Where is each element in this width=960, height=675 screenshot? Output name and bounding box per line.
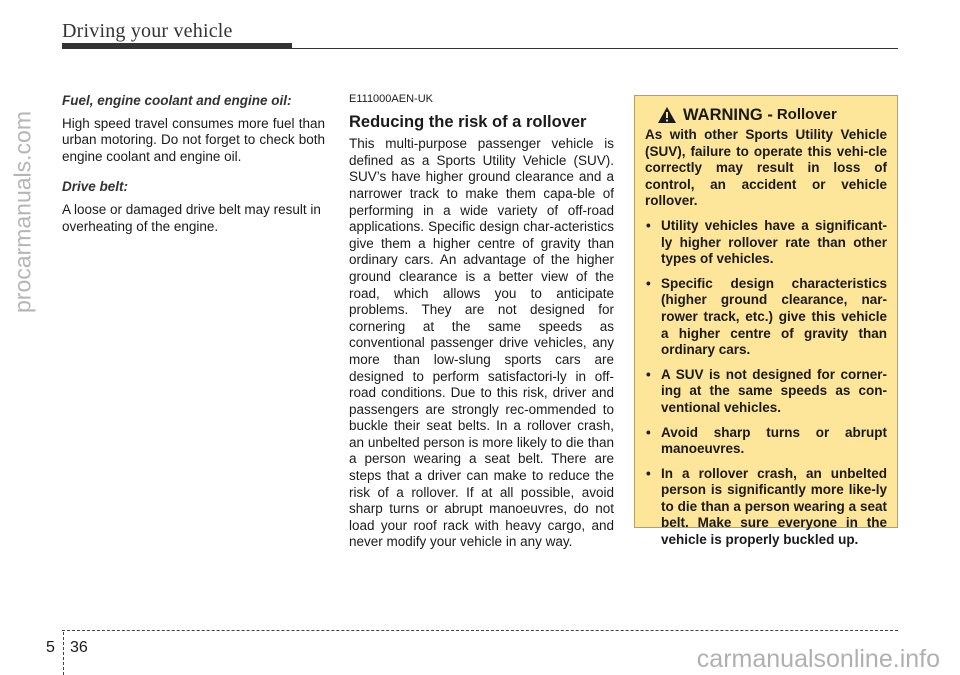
- warning-label: WARNING -: [683, 105, 773, 124]
- fuel-heading: Fuel, engine coolant and engine oil:: [62, 93, 292, 108]
- left-column: [62, 93, 325, 249]
- section-heading: Reducing the risk of a rollover: [349, 112, 587, 131]
- rollover-paragraph: This multi-purpose passenger vehicle is defined as a Sports Utility Vehicle (SUV). SUV’s have higher ground clearance and a narrower track to make them capa-ble of performing in a wide variety of off-road applications. Specific design char-acteristics give them a higher centre of gravity than ordinary cars. An advantage of the higher ground clearance is a better view of the road, which allows you to anticipate problems. They are not designed for cornering at the same speeds as conventional passenger drive vehicles, any more than low-slung sports cars are designed to perform satisfactori-ly in off-road conditions. Due to this risk, driver and passengers are strongly rec-ommended to buckle their seat belts. In a rollover crash, an unbelted person is more likely to die than a person wearing a seat belt. There are steps that a driver can make to reduce the risk of a rollover. If at all possible, avoid sharp turns or abrupt manoeuvres, do not load your roof rack with heavy cargo, and never modify your vehicle in any way.: [349, 136, 614, 550]
- footer-rule: [62, 630, 898, 631]
- side-watermark-text: procarmanuals.com: [9, 111, 36, 313]
- drive-belt-heading: Drive belt:: [62, 179, 129, 195]
- drive-belt-paragraph: A loose or damaged drive belt may result in overheating of the engine.: [62, 201, 321, 234]
- warning-triangle-icon: [657, 106, 677, 124]
- warning-title: Rollover: [776, 105, 837, 123]
- page-header-title: Driving your vehicle: [62, 20, 233, 42]
- warning-list: [645, 218, 887, 549]
- warning-bullet: • In a rollover crash, an unbelted person is significantly more like-ly to die than a person wearing a seat belt. Make sure everyone in the vehicle is properly buckled up.: [645, 466, 887, 549]
- middle-column: [349, 91, 614, 565]
- warning-bullet: • Utility vehicles have a significant-ly higher rollover rate than other types of vehicles.: [645, 218, 887, 268]
- bottom-watermark: carmanualsonline.info: [696, 645, 940, 673]
- side-watermark: [3, 0, 43, 675]
- warning-box: [634, 95, 898, 548]
- header-rule-thick: [62, 43, 292, 49]
- section-code: E111000AEN-UK: [349, 93, 433, 105]
- warning-bullet: • Avoid sharp turns or abrupt manoeuvres.: [645, 425, 887, 458]
- page-number: 36: [70, 639, 88, 656]
- warning-bullet: • A SUV is not designed for corner-ing at the same speeds as con-ventional vehicles.: [645, 367, 887, 417]
- footer-divider: [63, 632, 64, 675]
- header-rule-thin: [292, 48, 898, 49]
- warning-bullet: • Specific design characteristics (higher ground clearance, nar-rower track, etc.) give this vehicle a higher centre of gravity than ordinary cars.: [645, 276, 887, 359]
- fuel-paragraph: High speed travel consumes more fuel than urban motoring. Do not forget to check both engine coolant and engine oil.: [62, 115, 325, 164]
- warning-intro: As with other Sports Utility Vehicle (SUV), failure to operate this vehi-cle correctly may result in loss of control, an accident or vehicle rollover.: [645, 127, 887, 209]
- chapter-number: 5: [46, 639, 55, 656]
- warning-header: [645, 106, 887, 124]
